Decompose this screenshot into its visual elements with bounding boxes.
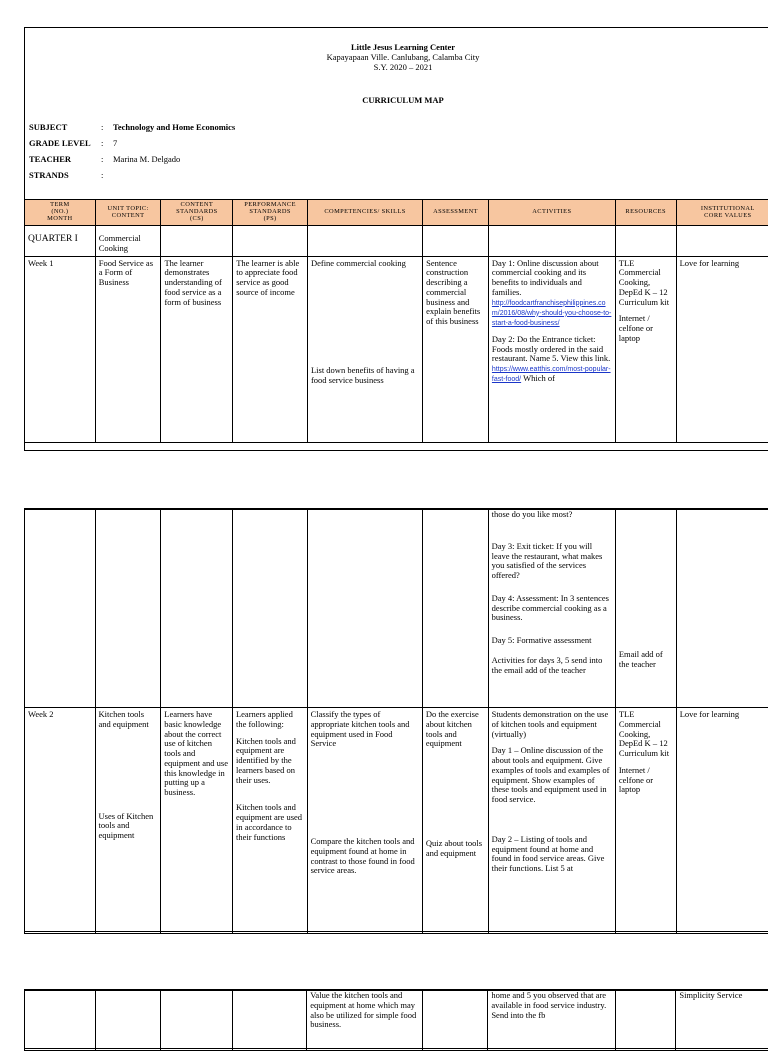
week2-activity-2: Day 1 – Online discussion of the about tools and equipment. Give examples of tools and examples of equipment. Show examples of these tools and equipment used in food service. bbox=[492, 746, 612, 805]
quarter-topic: Commercial Cooking bbox=[95, 226, 161, 257]
week2-activity-3: Day 2 – Listing of tools and equipment found at home and found in food service areas. Give their functions. List 5 at bbox=[492, 835, 612, 874]
col-resources: RESOURCES bbox=[615, 200, 676, 226]
week1-competency-1: Define commercial cooking bbox=[311, 259, 419, 269]
week2-unit-1: Kitchen tools and equipment bbox=[99, 710, 158, 730]
col-activities: ACTIVITIES bbox=[488, 200, 615, 226]
col-assessment: ASSESSMENT bbox=[423, 200, 489, 226]
column-header-row bbox=[25, 200, 768, 226]
week2-assessment-1: Do the exercise about kitchen tools and equipment bbox=[426, 710, 485, 749]
week2-row bbox=[25, 708, 768, 934]
week2-perf-1: Learners applied the following: bbox=[236, 710, 304, 730]
col-content-standards: CONTENT STANDARDS (CS) bbox=[161, 200, 233, 226]
curriculum-table-page3 bbox=[24, 990, 768, 1051]
week2-core-value-2: Simplicity Service bbox=[676, 991, 768, 1051]
week2-continued-row bbox=[25, 991, 768, 1051]
subject-info bbox=[29, 120, 768, 184]
page-2 bbox=[24, 508, 768, 932]
grade-row bbox=[29, 136, 768, 152]
week1-continued-row bbox=[25, 510, 768, 708]
week1-link2[interactable]: https://www.eatthis.com/most-popular-fast-food/ bbox=[492, 366, 611, 383]
week1-term: Week 1 bbox=[25, 256, 96, 442]
strands-row bbox=[29, 168, 768, 184]
week2-competency-2: Compare the kitchen tools and equipment found at home in contrast to those found in food service areas. bbox=[311, 837, 419, 876]
teacher-label: TEACHER bbox=[29, 155, 101, 165]
week1-resource-1: TLE Commercial Cooking, DepEd K – 12 Curriculum kit bbox=[619, 259, 673, 308]
week2-unit bbox=[95, 708, 161, 934]
week1-competency-2: List down benefits of having a food service business bbox=[311, 366, 419, 386]
col-performance-standards: PERFORMANCE STANDARDS (PS) bbox=[233, 200, 308, 226]
week2-resources bbox=[615, 708, 676, 934]
subject-colon: : bbox=[101, 123, 113, 133]
col-unit-topic: UNIT TOPIC: CONTENT bbox=[95, 200, 161, 226]
week2-content-standard: Learners have basic knowledge about the correct use of kitchen tools and equipment and use this knowledge in putting up a business. bbox=[161, 708, 233, 934]
week2-unit-2: Uses of Kitchen tools and equipment bbox=[99, 812, 158, 841]
week1-performance-standard: The learner is able to appreciate food service as good source of income bbox=[233, 256, 308, 442]
col-competencies: COMPETENCIES/ SKILLS bbox=[307, 200, 422, 226]
week1-day4: Day 4: Assessment: In 3 sentences describe commercial cooking as a business. bbox=[492, 594, 612, 623]
week2-activity-1: Students demonstration on the use of kitchen tools and equipment (virtually) bbox=[492, 710, 612, 739]
teacher-value: Marina M. Delgado bbox=[113, 155, 180, 165]
week1-content-standard: The learner demonstrates understanding of food service as a form of business bbox=[161, 256, 233, 442]
page-3 bbox=[24, 989, 768, 1049]
subject-value: Technology and Home Economics bbox=[113, 123, 235, 133]
week1-activities bbox=[488, 256, 615, 442]
quarter-row bbox=[25, 226, 768, 257]
week1-day5: Day 5: Formative assessment bbox=[492, 636, 612, 646]
week1-core-value: Love for learning bbox=[676, 256, 768, 442]
week1-day2: Day 2: Do the Entrance ticket: Foods mostly ordered in the said restaurant. Name 5. View this link. https://www.eatthis.com/most-popular-fast-food/ Which of bbox=[492, 335, 612, 384]
subject-row bbox=[29, 120, 768, 136]
curriculum-table-page1 bbox=[24, 199, 768, 443]
document-header bbox=[25, 28, 768, 73]
week1-assessment: Sentence construction describing a commercial business and explain benefits of this business bbox=[423, 256, 489, 442]
week2-competency-3: Value the kitchen tools and equipment at home which may also be utilized for simple food business. bbox=[307, 991, 423, 1051]
week2-resource-2: Internet / celfone or laptop bbox=[619, 766, 673, 795]
grade-colon: : bbox=[101, 139, 113, 149]
week1-resource-3: Email add of the teacher bbox=[615, 510, 676, 708]
week1-resource-2: Internet / celfone or laptop bbox=[619, 314, 673, 343]
week2-competency-1: Classify the types of appropriate kitchen tools and equipment used in Food Service bbox=[311, 710, 419, 749]
grade-value: 7 bbox=[113, 139, 117, 149]
week1-day1: Day 1: Online discussion about commercial cooking and its benefits to individuals and families. http://foodcartfranchisephilippines.com/2016/08/why-should-you-choose-to-start-a-food-business/ bbox=[492, 259, 612, 328]
week1-link1[interactable]: http://foodcartfranchisephilippines.com/2016/08/why-should-you-choose-to-start-a-food-business/ bbox=[492, 300, 611, 327]
week1-activities-cont bbox=[488, 510, 615, 708]
teacher-row bbox=[29, 152, 768, 168]
week2-performance-standard bbox=[232, 708, 307, 934]
week2-activity-cont: home and 5 you observed that are available in food service industry. Send into the fb bbox=[488, 991, 615, 1051]
teacher-colon: : bbox=[101, 155, 113, 165]
week1-day35: Activities for days 3, 5 send into the email add of the teacher bbox=[492, 656, 612, 676]
week1-unit: Food Service as a Form of Business bbox=[95, 256, 161, 442]
week2-assessment-2: Quiz about tools and equipment bbox=[426, 839, 485, 859]
page-1 bbox=[24, 27, 768, 451]
subject-label: SUBJECT bbox=[29, 123, 101, 133]
curriculum-map-title: CURRICULUM MAP bbox=[25, 96, 768, 106]
week2-perf-3: Kitchen tools and equipment are used in accordance to their functions bbox=[236, 803, 304, 842]
week2-resource-1: TLE Commercial Cooking, DepEd K – 12 Curriculum kit bbox=[619, 710, 673, 759]
curriculum-table-page2 bbox=[24, 509, 768, 934]
week2-assessment bbox=[422, 708, 488, 934]
school-year: S.Y. 2020 – 2021 bbox=[25, 62, 768, 72]
grade-label: GRADE LEVEL bbox=[29, 139, 101, 149]
col-term: TERM (NO.) MONTH bbox=[25, 200, 96, 226]
strands-label: STRANDS bbox=[29, 171, 101, 181]
strands-colon: : bbox=[101, 171, 113, 181]
week1-day2-cont: those do you like most? bbox=[492, 510, 612, 520]
week2-perf-2: Kitchen tools and equipment are identified by the learners based on their uses. bbox=[236, 737, 304, 786]
school-name: Little Jesus Learning Center bbox=[25, 42, 768, 52]
week2-core-value: Love for learning bbox=[676, 708, 768, 934]
week2-activities bbox=[488, 708, 615, 934]
week1-competencies bbox=[307, 256, 422, 442]
week1-day3: Day 3: Exit ticket: If you will leave the restaurant, what makes you satisfied of the services offered? bbox=[492, 542, 612, 581]
col-core-values: INSTITUTIONAL CORE VALUES bbox=[676, 200, 768, 226]
week2-term: Week 2 bbox=[25, 708, 96, 934]
school-address: Kapayapaan Ville. Canlubang, Calamba City bbox=[25, 52, 768, 62]
week1-resources bbox=[615, 256, 676, 442]
week2-competencies bbox=[307, 708, 422, 934]
quarter-label: QUARTER I bbox=[25, 226, 96, 257]
week1-row bbox=[25, 256, 768, 442]
